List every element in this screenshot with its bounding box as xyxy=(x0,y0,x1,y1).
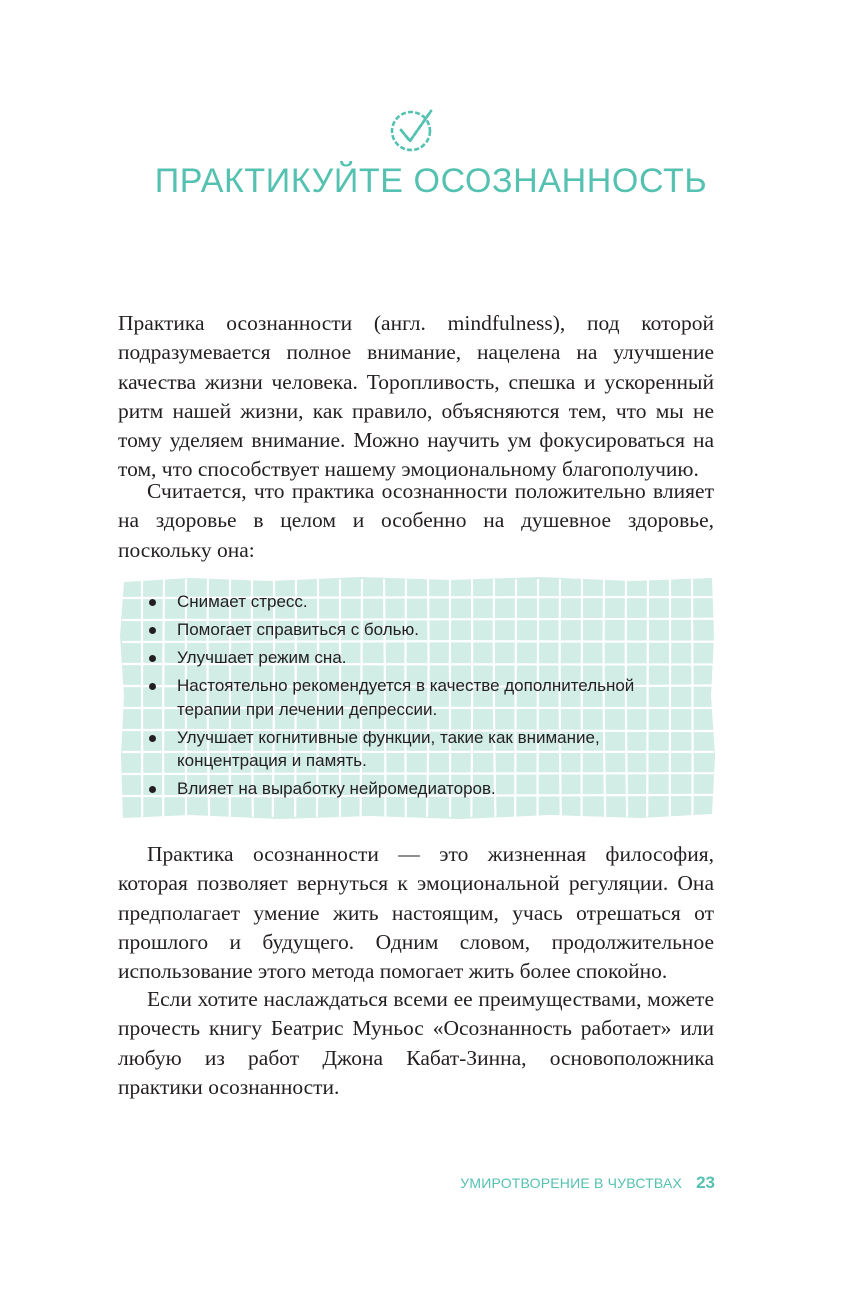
paragraph-text: Если хотите наслаждаться всеми ее преимуществами, можете прочесть книгу Беатрис Муньос «Осознанность работает» или любую из работ Джона Кабат-Зинна, основоположника практики осознанности. xyxy=(118,987,714,1099)
page-number: 23 xyxy=(696,1173,715,1192)
running-footer-section: УМИРОТВОРЕНИЕ В ЧУВСТВАХ xyxy=(460,1175,683,1191)
list-item xyxy=(148,590,692,614)
check-circle-icon xyxy=(387,103,439,155)
list-item-text: Помогает справиться с болью. xyxy=(177,620,420,639)
paragraph-intro xyxy=(118,309,714,485)
benefits-list xyxy=(148,590,692,805)
list-item xyxy=(148,618,692,642)
bullet-icon xyxy=(149,599,156,606)
benefits-box xyxy=(120,576,716,820)
list-item-text: Влияет на выработку нейромедиаторов. xyxy=(177,779,496,798)
grid-line-vertical xyxy=(692,580,693,816)
paragraph-philosophy xyxy=(118,840,714,986)
paragraph-text: Практика осознанности — это жизненная философия, которая позволяет вернуться к эмоциональной регуляции. Она предполагает умение жить настоящим, учась отрешаться от прошлого и будущего. Одним словом, продолжительное использование этого метода помогает жить более спокойно. xyxy=(118,842,714,984)
list-item xyxy=(148,726,692,773)
page-footer xyxy=(460,1173,715,1193)
list-item xyxy=(148,777,692,801)
paragraph-text: Считается, что практика осознанности положительно влияет на здоровье в целом и особенно на душевное здоровье, поскольку она: xyxy=(118,479,714,562)
paragraph-benefits-lead xyxy=(118,477,714,565)
page-title: ПРАКТИКУЙТЕ ОСОЗНАННОСТЬ xyxy=(154,162,708,200)
bullet-icon xyxy=(149,655,156,662)
list-item-text: Улучшает режим сна. xyxy=(177,648,347,667)
list-item-text: Настоятельно рекомендуется в качестве дополнительной терапии при лечении депрессии. xyxy=(177,676,635,719)
bullet-icon xyxy=(149,627,156,634)
paragraph-further-reading xyxy=(118,985,714,1102)
bullet-icon xyxy=(149,786,156,793)
list-item xyxy=(148,646,692,670)
list-item-text: Снимает стресс. xyxy=(177,592,308,611)
list-item-text: Улучшает когнитивные функции, такие как внимание, концентрация и память. xyxy=(177,727,600,770)
bullet-icon xyxy=(149,735,156,742)
paragraph-text: Практика осознанности (англ. mindfulness), под которой подразумевается полное внимание, нацелена на улучшение качества жизни человека. Торопливость, спешка и ускоренный ритм нашей жизни, как правило, объясняются тем, что мы не тому уделяем внимание. Можно научить ум фокусироваться на том, что способствует нашему эмоциональному благополучию. xyxy=(118,311,714,482)
bullet-icon xyxy=(149,683,156,690)
list-item xyxy=(148,674,692,721)
